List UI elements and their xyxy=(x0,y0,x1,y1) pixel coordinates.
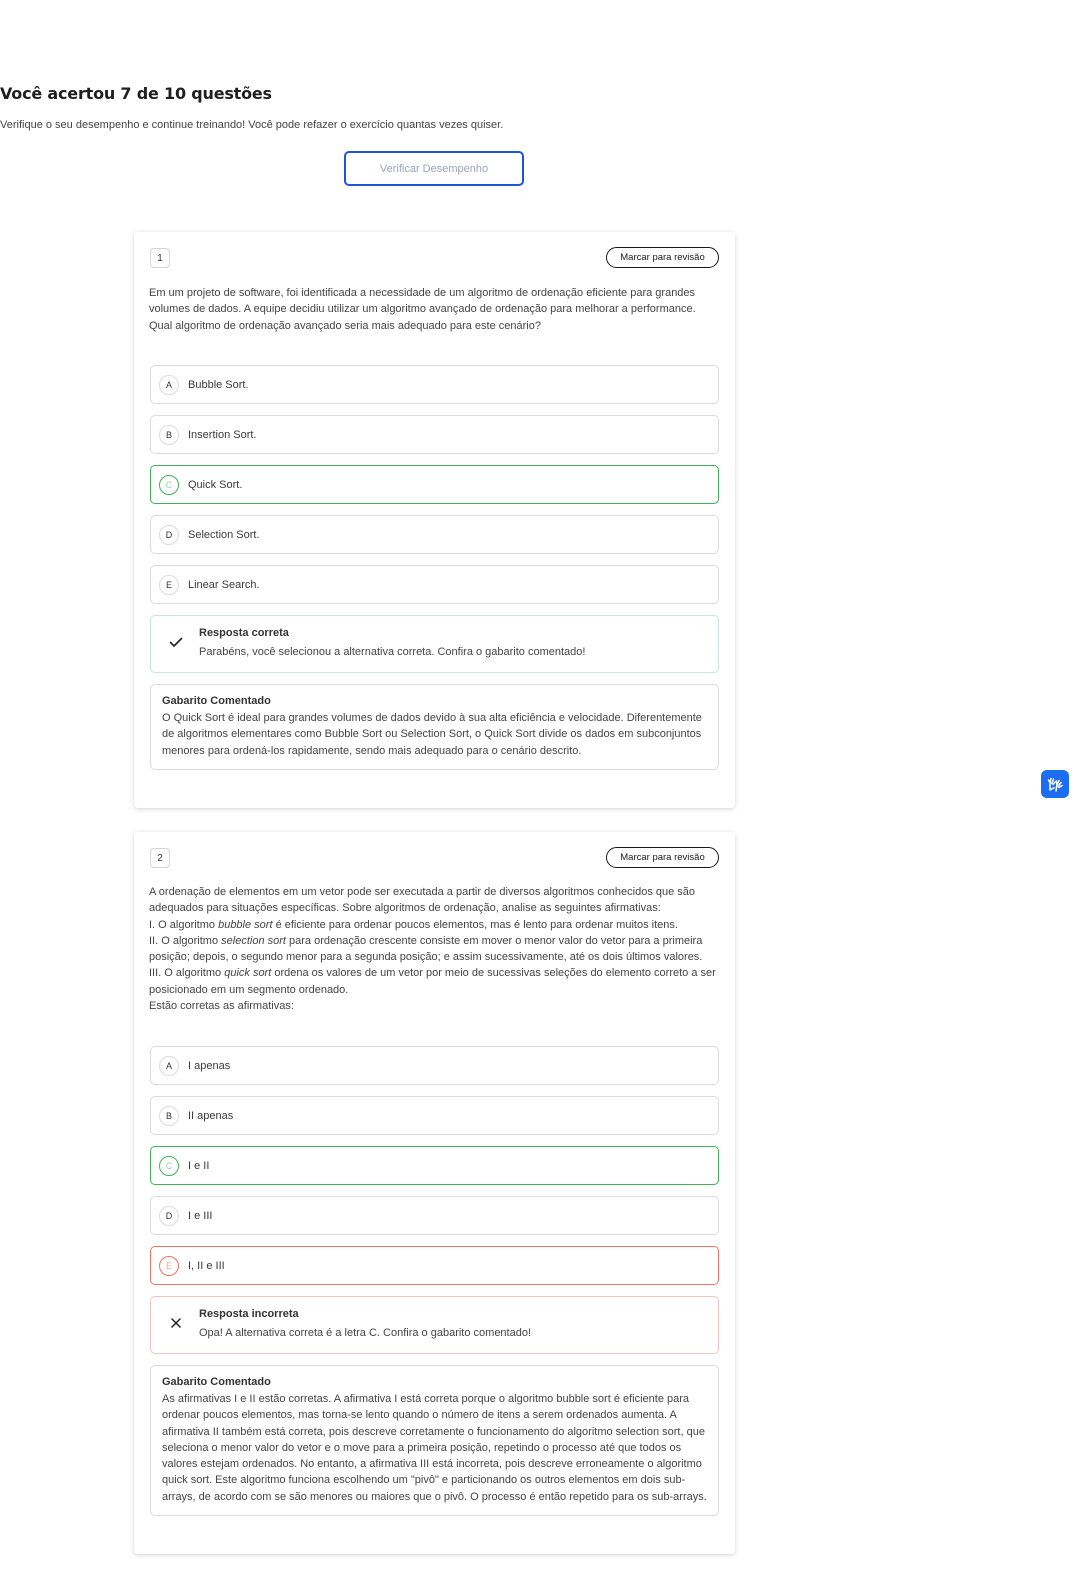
option-letter: A xyxy=(159,375,179,395)
option-letter: E xyxy=(159,1256,179,1276)
question-card-2 xyxy=(134,832,735,1554)
option-e[interactable] xyxy=(150,1246,719,1285)
mark-for-review-button[interactable]: Marcar para revisão xyxy=(606,847,719,868)
option-e[interactable] xyxy=(150,565,719,604)
stem-question: Estão corretas as afirmativas: xyxy=(149,1000,294,1013)
statement-term: selection sort xyxy=(221,934,286,947)
option-b[interactable] xyxy=(150,1096,719,1135)
option-text: Quick Sort. xyxy=(188,478,243,491)
statement-term: quick sort xyxy=(224,967,272,980)
answer-explanation xyxy=(150,684,719,770)
option-letter: A xyxy=(159,1056,179,1076)
feedback-title: Resposta correta xyxy=(199,627,289,639)
option-text: I e II xyxy=(188,1159,210,1172)
option-letter: D xyxy=(159,1206,179,1226)
option-letter: E xyxy=(159,575,179,595)
option-letter: C xyxy=(159,475,179,495)
statement-text: ordena os valores de um vetor por meio de sucessivas seleções do elemento correto a ser posicionado em um segmento ordenado. xyxy=(149,967,716,996)
accessibility-button[interactable] xyxy=(1041,770,1069,798)
stem-statement-2 xyxy=(149,933,721,966)
question-card-1 xyxy=(134,232,735,808)
option-letter: B xyxy=(159,1106,179,1126)
option-letter: B xyxy=(159,425,179,445)
option-text: I apenas xyxy=(188,1059,231,1072)
option-letter: D xyxy=(159,525,179,545)
stem-paragraph: A ordenação de elementos em um vetor pode ser executada a partir de diversos algoritmos conhecidos que são adequados para situações específicas. Sobre algoritmos de ordenação, analise as seguintes afirmativas: xyxy=(149,886,696,915)
answer-feedback xyxy=(150,1296,719,1354)
answer-explanation xyxy=(150,1365,719,1516)
question-number: 2 xyxy=(150,848,170,868)
option-d[interactable] xyxy=(150,1196,719,1235)
page-title: Você acertou 7 de 10 questões xyxy=(0,84,272,103)
question-number: 1 xyxy=(150,248,170,268)
statement-text: para ordenação crescente consiste em mover o menor valor do vetor para a primeira posição; depois, o segundo menor para a segunda posição; e assim sucessivamente, até os dois últimos valores. xyxy=(149,934,703,964)
explanation-text: As afirmativas I e II estão corretas. A afirmativa I está correta porque o algoritmo bubble sort é eficiente para ordenar poucos elementos, mas torna-se lento quando o número de itens a serem ordenados aumenta. A afirmativa II também está correta, pois descreve corretamente o funcionamento do algoritmo selection sort, que seleciona o menor valor do vetor e o move para a primeira posição, repetindo o processo até que todos os valores estejam ordenados. No entanto, a afirmativa III está incorreta, pois descreve erroneamente o algoritmo quick sort. Este algoritmo funciona escolhendo um "pivô" e particionando os outros elementos em dois sub-arrays, de acordo com se são menores ou maiores que o pivô. O processo é então repetido para os sub-arrays. xyxy=(162,1393,707,1503)
option-text: Insertion Sort. xyxy=(188,428,257,441)
explanation-title: Gabarito Comentado xyxy=(162,1376,271,1388)
option-c[interactable] xyxy=(150,1146,719,1185)
option-text: II apenas xyxy=(188,1109,234,1122)
sign-language-hands-icon xyxy=(1046,775,1064,793)
option-text: Selection Sort. xyxy=(188,528,260,541)
check-icon xyxy=(168,634,184,650)
statement-term: bubble sort xyxy=(218,918,273,931)
statement-text: I. O algoritmo xyxy=(149,918,219,931)
option-text: Bubble Sort. xyxy=(188,378,249,391)
verify-performance-button[interactable]: Verificar Desempenho xyxy=(344,151,524,186)
statement-text: II. O algoritmo xyxy=(149,934,222,947)
option-b[interactable] xyxy=(150,415,719,454)
mark-for-review-button[interactable]: Marcar para revisão xyxy=(606,247,719,268)
option-d[interactable] xyxy=(150,515,719,554)
stem-statement-3 xyxy=(149,965,721,998)
explanation-text: O Quick Sort é ideal para grandes volumes de dados devido à sua alta eficiência e velocidade. Diferentemente de algoritmos elementares como Bubble Sort ou Selection Sort, o Quick Sort divide os dados em subconjuntos menores para ordená-los rapidamente, sendo mais adequado para o cenário descrito. xyxy=(162,712,702,757)
feedback-title: Resposta incorreta xyxy=(199,1308,299,1320)
option-a[interactable] xyxy=(150,1046,719,1085)
statement-text: III. O algoritmo xyxy=(149,967,225,980)
feedback-message: Parabéns, você selecionou a alternativa correta. Confira o gabarito comentado! xyxy=(199,646,586,658)
feedback-message: Opa! A alternativa correta é a letra C. Confira o gabarito comentado! xyxy=(199,1327,532,1339)
option-text: I e III xyxy=(188,1209,213,1222)
option-c[interactable] xyxy=(150,465,719,504)
close-icon xyxy=(168,1315,184,1331)
option-text: Linear Search. xyxy=(188,578,260,591)
option-a[interactable] xyxy=(150,365,719,404)
stem-paragraph: Em um projeto de software, foi identificada a necessidade de um algoritmo de ordenação eficiente para grandes volumes de dados. A equipe decidiu utilizar um algoritmo avançado de ordenação para melhorar a performance. xyxy=(149,287,696,316)
statement-text: é eficiente para ordenar poucos elementos, mas é lento para ordenar muitos itens. xyxy=(272,918,678,931)
stem-question: Qual algoritmo de ordenação avançado seria mais adequado para este cenário? xyxy=(149,319,541,332)
stem-statement-1 xyxy=(149,917,721,933)
explanation-title: Gabarito Comentado xyxy=(162,695,271,707)
page-subtitle: Verifique o seu desempenho e continue treinando! Você pode refazer o exercício quantas vezes quiser. xyxy=(0,119,504,131)
question-stem xyxy=(149,884,721,1014)
question-stem xyxy=(149,285,721,334)
option-letter: C xyxy=(159,1156,179,1176)
answer-feedback xyxy=(150,615,719,673)
option-text: I, II e III xyxy=(188,1259,225,1272)
